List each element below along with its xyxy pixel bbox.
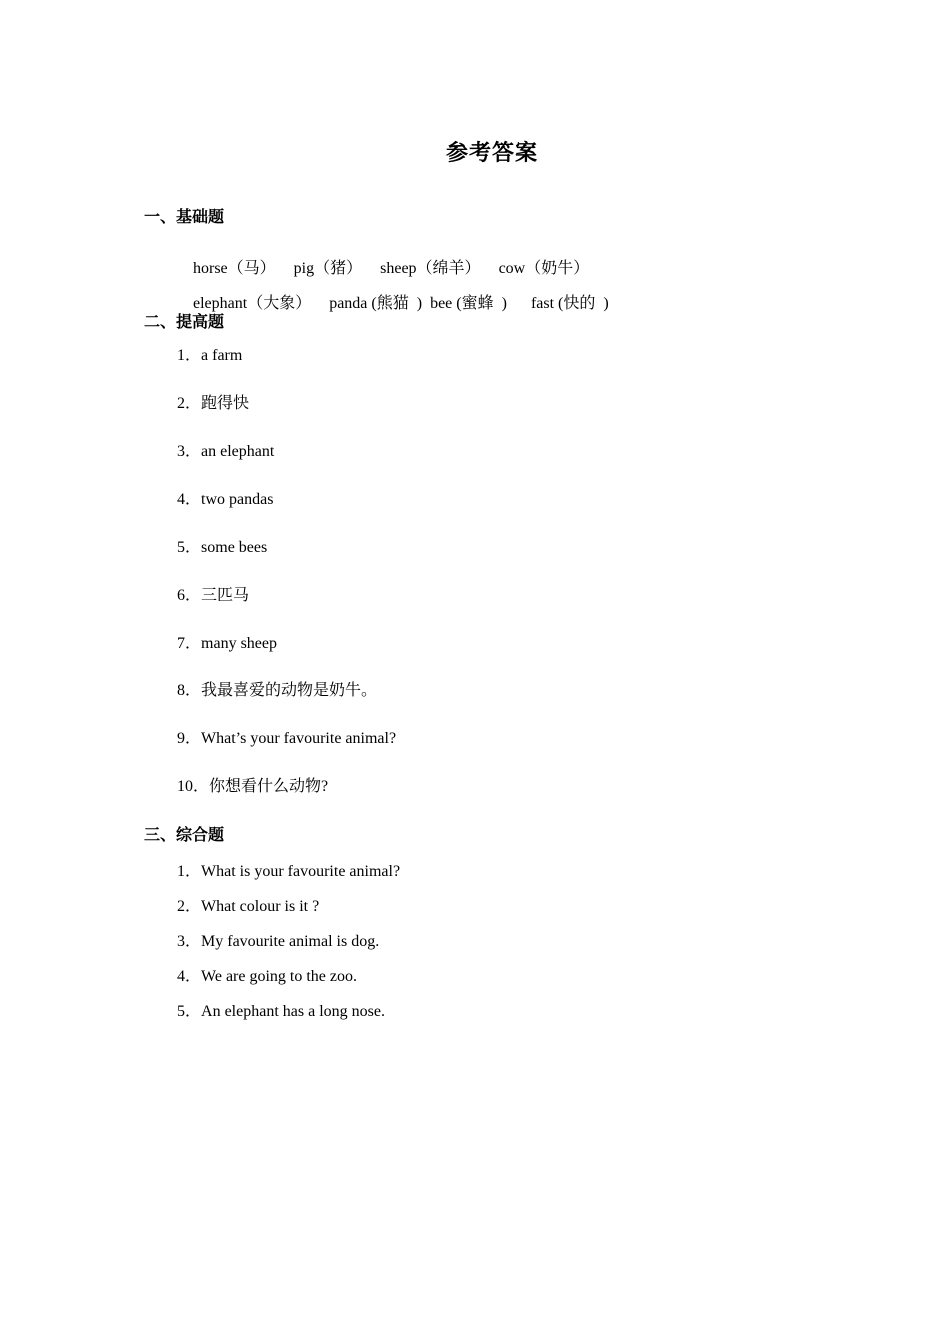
list-item	[177, 630, 277, 653]
list-item	[177, 725, 396, 748]
list-item	[177, 998, 385, 1021]
item-number: 9．	[177, 730, 202, 747]
list-item	[177, 582, 249, 605]
item-answer: some bees	[201, 539, 268, 556]
item-number: 8．	[177, 682, 202, 699]
item-answer: many sheep	[201, 635, 277, 652]
vocab-word: bee (蜜蜂 )	[430, 295, 507, 312]
item-answer: My favourite animal is dog.	[201, 933, 380, 950]
section-heading-comprehensive: 三、综合题	[144, 827, 225, 844]
list-item	[177, 893, 319, 916]
vocab-word: sheep（绵羊）	[380, 260, 481, 277]
page-title: 参考答案	[445, 140, 538, 165]
section-heading-basic: 一、基础题	[144, 209, 225, 226]
list-item	[177, 486, 273, 509]
vocab-word: horse（马）	[193, 260, 276, 277]
item-number: 2．	[177, 395, 202, 412]
vocab-word: pig（猪）	[293, 260, 363, 277]
list-item	[177, 963, 357, 986]
item-number: 5．	[177, 539, 202, 556]
item-number: 3．	[177, 933, 202, 950]
vocab-word: cow（奶牛）	[498, 260, 590, 277]
list-item	[177, 438, 274, 461]
item-number: 4．	[177, 491, 202, 508]
item-number: 1．	[177, 347, 202, 364]
item-answer: a farm	[201, 347, 243, 364]
list-item	[177, 677, 377, 700]
item-answer: an elephant	[201, 443, 275, 460]
section-heading-advanced: 二、提高题	[144, 314, 225, 331]
vocab-row-2	[177, 272, 609, 331]
vocab-word: fast (快的 )	[530, 295, 609, 312]
item-number: 4．	[177, 968, 202, 985]
item-number: 7．	[177, 635, 202, 652]
item-answer: 跑得快	[201, 395, 250, 412]
item-number: 2．	[177, 898, 202, 915]
list-item	[177, 342, 242, 365]
item-answer: What’s your favourite animal?	[201, 730, 397, 747]
item-number: 6．	[177, 587, 202, 604]
item-answer: 我最喜爱的动物是奶牛。	[201, 682, 378, 699]
item-number: 3．	[177, 443, 202, 460]
item-answer: What is your favourite animal?	[201, 863, 401, 880]
item-answer: 三匹马	[201, 587, 250, 604]
item-answer: We are going to the zoo.	[201, 968, 358, 985]
list-item	[177, 534, 267, 557]
item-number: 5．	[177, 1003, 202, 1020]
list-item	[177, 390, 249, 413]
list-item	[177, 928, 379, 951]
item-answer: What colour is it ?	[201, 898, 320, 915]
vocab-word: elephant（大象）	[193, 295, 312, 312]
vocab-word: panda (熊猫 )	[329, 295, 423, 312]
item-number: 1．	[177, 863, 202, 880]
item-answer: two pandas	[201, 491, 274, 508]
item-answer: 你想看什么动物?	[209, 778, 329, 795]
item-answer: An elephant has a long nose.	[201, 1003, 385, 1020]
list-item	[177, 858, 400, 881]
list-item	[177, 773, 328, 796]
item-number: 10．	[177, 778, 210, 795]
